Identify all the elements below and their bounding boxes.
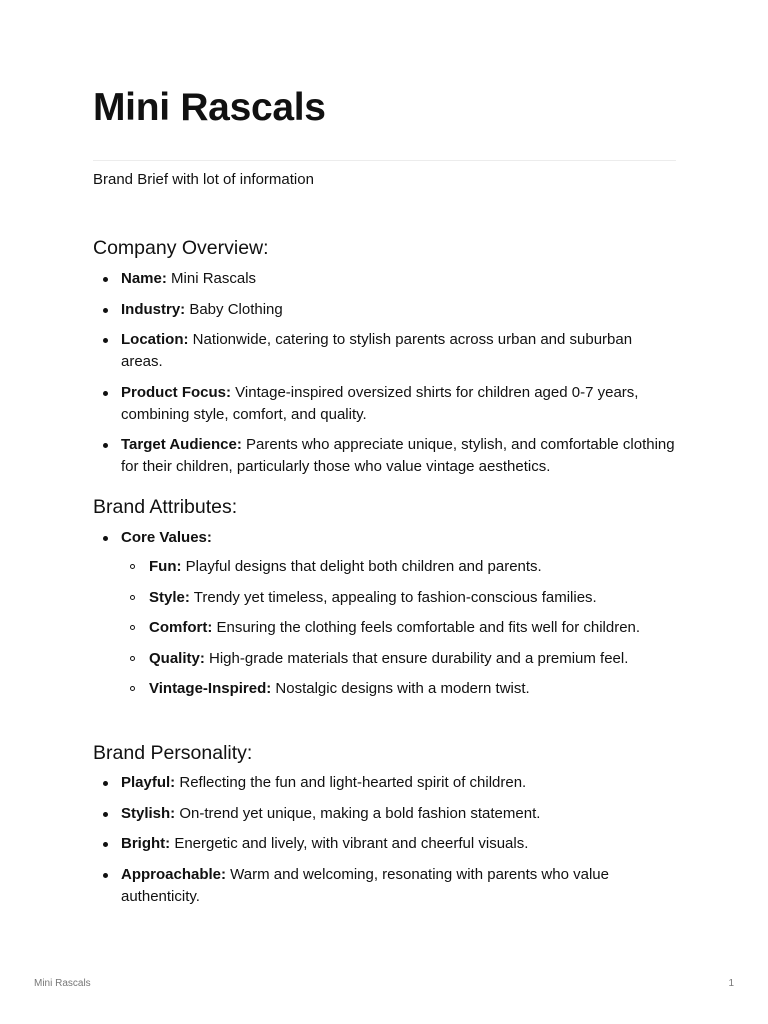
page-subtitle: Brand Brief with lot of information	[93, 171, 314, 188]
item-term: Product Focus:	[121, 383, 232, 401]
item-term: Playful:	[121, 774, 176, 791]
brand-personality-list	[93, 772, 676, 916]
core-values-sublist	[121, 556, 676, 700]
sublist-item	[121, 617, 676, 639]
brand-personality-heading: Brand Personality:	[93, 742, 253, 764]
item-text: Parents who appreciate unique, stylish, and comfortable clothing for their children, particularly those who value vintage aesthetics.	[121, 436, 675, 476]
item-text: Trendy yet timeless, appealing to fashion-conscious families.	[189, 588, 597, 606]
sublist-item	[121, 587, 676, 609]
title-divider	[93, 160, 676, 161]
sublist-item	[121, 678, 676, 700]
company-overview-heading: Company Overview:	[93, 237, 269, 259]
page-title: Mini Rascals	[93, 86, 326, 129]
footer-page-number: 1	[728, 978, 734, 989]
list-item	[93, 382, 676, 426]
sublist-item	[121, 556, 676, 578]
list-item	[93, 833, 676, 855]
item-term: Location:	[121, 331, 189, 349]
item-text: Nationwide, catering to stylish parents across urban and suburban areas.	[121, 331, 633, 371]
list-item	[93, 803, 676, 825]
list-item	[93, 299, 676, 321]
item-text: Energetic and lively, with vibrant and cheerful visuals.	[170, 835, 529, 853]
sublist-item	[121, 648, 676, 670]
item-text: Baby Clothing	[185, 300, 283, 318]
footer-document-name: Mini Rascals	[34, 978, 91, 989]
item-term: Comfort:	[149, 619, 213, 637]
brand-attributes-heading: Brand Attributes:	[93, 496, 238, 518]
item-text: Ensuring the clothing feels comfortable and fits well for children.	[212, 619, 641, 637]
item-text: On-trend yet unique, making a bold fashion statement.	[175, 804, 541, 822]
item-text: Reflecting the fun and light-hearted spirit of children.	[175, 774, 527, 791]
item-term: Quality:	[149, 649, 205, 667]
list-item	[93, 329, 676, 373]
item-text: Mini Rascals	[166, 270, 257, 287]
item-term: Fun:	[149, 558, 182, 575]
list-item	[93, 772, 676, 794]
item-term: Style:	[149, 588, 190, 606]
item-text: Vintage-inspired oversized shirts for children aged 0-7 years, combining style, comfort, and quality.	[121, 383, 639, 423]
item-term: Bright:	[121, 835, 171, 853]
brand-attributes-list	[93, 527, 676, 709]
item-term: Industry:	[121, 300, 186, 318]
item-text: Playful designs that delight both children and parents.	[181, 558, 542, 575]
list-item	[93, 268, 676, 290]
item-term: Name:	[121, 270, 167, 287]
item-term: Vintage-Inspired:	[149, 680, 272, 698]
list-item	[93, 527, 676, 700]
list-item	[93, 864, 676, 908]
list-item	[93, 434, 676, 478]
company-overview-list	[93, 268, 676, 487]
item-term: Target Audience:	[121, 436, 242, 454]
item-text: High-grade materials that ensure durability and a premium feel.	[204, 649, 629, 667]
item-text: Nostalgic designs with a modern twist.	[271, 680, 530, 698]
core-values-term: Core Values:	[121, 529, 212, 546]
item-term: Stylish:	[121, 804, 176, 822]
item-term: Approachable:	[121, 865, 227, 883]
item-text: Warm and welcoming, resonating with parents who value authenticity.	[121, 865, 609, 905]
